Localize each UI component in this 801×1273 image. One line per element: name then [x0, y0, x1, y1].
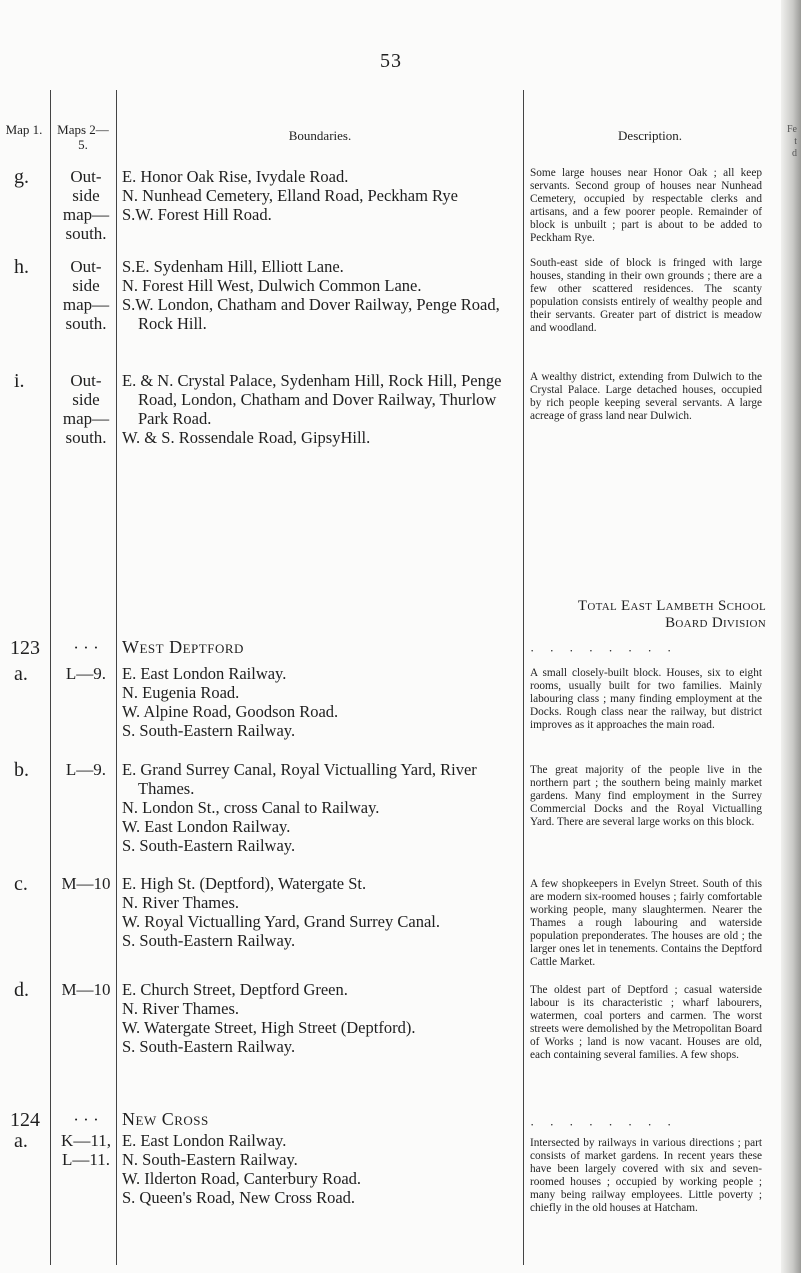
maps-line: south.	[65, 314, 107, 333]
maps-line: map—	[62, 295, 110, 314]
maps-line: Out-	[70, 167, 102, 186]
maps-line: Out-	[70, 371, 102, 390]
maps-ref	[58, 1131, 114, 1169]
boundary-line: S. South-Eastern Railway.	[122, 1037, 296, 1056]
boundary-line: N. London St., cross Canal to Railway.	[122, 798, 380, 817]
boundaries	[122, 371, 514, 447]
column-rule	[116, 90, 117, 1265]
maps-line: side	[72, 276, 100, 295]
boundary-line: W. Watergate Street, High Street (Deptford).	[122, 1018, 416, 1037]
district-number: 123	[10, 637, 40, 659]
map-id: a.	[14, 663, 28, 685]
boundaries	[122, 257, 514, 333]
maps-ref	[58, 371, 114, 447]
maps-line: side	[72, 390, 100, 409]
maps-line: M—10	[61, 874, 111, 893]
boundary-line: S. Queen's Road, New Cross Road.	[122, 1188, 356, 1207]
map-id: a.	[14, 1130, 28, 1152]
maps-line: south.	[65, 428, 107, 447]
column-rule	[50, 90, 51, 1265]
description: Some large houses near Honor Oak ; all keep servants. Second group of houses near Nunhead Cemetery, occupied by respectable clerks and artisans, and a few poorer people. Remainder of block is unbuilt ; part is about to be added to Peckham Rye.	[530, 167, 762, 244]
boundary-line: E. Grand Surrey Canal, Royal Victualling Yard, River Thames.	[122, 760, 477, 798]
description: Intersected by railways in various directions ; part consists of market gardens. In recent years these have been largely covered with six and seven-roomed houses ; occupied by working people ; many being railway employees. Little poverty ; chiefly in the old houses at Hatcham.	[530, 1137, 762, 1214]
boundary-line: S.W. Forest Hill Road.	[122, 205, 272, 224]
description: The oldest part of Deptford ; casual waterside labour is its characteristic ; wharf labourers, watermen, coal porters and carmen. The worst streets were demolished by the Metropolitan Board of Works ; land is now vacant. Houses are old, each containing several families. A few shops.	[530, 984, 762, 1061]
division-total: Total East Lambeth School Board Division	[577, 598, 766, 631]
description: · · · · · · · ·	[530, 643, 678, 658]
maps-line: L—9.	[65, 664, 107, 683]
maps-ref	[58, 980, 114, 999]
maps-line: · · ·	[73, 638, 99, 657]
boundary-line: S.E. Sydenham Hill, Elliott Lane.	[122, 257, 344, 276]
maps-line: · · ·	[73, 1110, 99, 1129]
boundary-line: W. Alpine Road, Goodson Road.	[122, 702, 339, 721]
description: The great majority of the people live in the northern part ; the southern being mainly market gardens. Many find employment in the Surrey Commercial Docks and the Royal Victualling Yard. There are several large works on this block.	[530, 764, 762, 828]
edge-mark: d	[792, 148, 797, 159]
map-id: c.	[14, 873, 28, 895]
boundary-line: S. South-Eastern Railway.	[122, 931, 296, 950]
maps-line: L—9.	[65, 760, 107, 779]
boundary-line: N. River Thames.	[122, 999, 240, 1018]
description: A small closely-built block. Houses, six to eight rooms, usually built for two families. Mainly labouring class ; many finding employment at the Docks. Rough class near the railway, but district improves as it approaches the main road.	[530, 667, 762, 731]
maps-ref	[58, 1110, 114, 1129]
map-id: h.	[14, 256, 29, 278]
boundary-line: S.W. London, Chatham and Dover Railway, Penge Road, Rock Hill.	[122, 295, 500, 333]
district-name: West Deptford	[122, 637, 244, 657]
boundary-line: N. South-Eastern Railway.	[122, 1150, 298, 1169]
boundary-line: N. Forest Hill West, Dulwich Common Lane.	[122, 276, 422, 295]
boundary-line: S. South-Eastern Railway.	[122, 721, 296, 740]
boundaries	[122, 1131, 514, 1207]
description: A few shopkeepers in Evelyn Street. South of this are modern six-roomed houses ; fairly comfortable working people, many slaughtermen. Nearer the Thames a rough labouring and waterside population preponderates. The houses are old ; the larger ones let in tenements. Contains the Deptford Cattle Market.	[530, 878, 762, 968]
map-id: g.	[14, 166, 29, 188]
boundary-line: E. High St. (Deptford), Watergate St.	[122, 874, 367, 893]
page-edge	[781, 0, 801, 1273]
maps-ref	[58, 257, 114, 333]
edge-mark: t	[794, 136, 797, 147]
description: · · · · · · · ·	[530, 1117, 678, 1132]
boundary-line: W. Royal Victualling Yard, Grand Surrey Canal.	[122, 912, 440, 931]
boundary-line: W. East London Railway.	[122, 817, 291, 836]
boundary-line: S. South-Eastern Railway.	[122, 836, 296, 855]
description: South-east side of block is fringed with large houses, standing in their own grounds ; there are a few other scattered residences. The scanty population consists entirely of wealthy people and their servants. Greater part of district is meadow and woodland.	[530, 257, 762, 334]
boundary-line: W. Ilderton Road, Canterbury Road.	[122, 1169, 362, 1188]
header-boundaries: Boundaries.	[288, 128, 352, 143]
maps-ref	[58, 664, 114, 683]
column-rule	[523, 90, 524, 1265]
boundary-line: E. East London Railway.	[122, 664, 287, 683]
header-maps: Maps 2—5.	[57, 122, 109, 152]
boundaries	[122, 760, 514, 855]
map-id: i.	[14, 370, 25, 392]
maps-line: map—	[62, 205, 110, 224]
district-number: 124	[10, 1109, 40, 1131]
maps-line: south.	[65, 224, 107, 243]
boundary-line: N. River Thames.	[122, 893, 240, 912]
maps-line: K—11,	[61, 1131, 111, 1150]
maps-line: side	[72, 186, 100, 205]
map-id: b.	[14, 759, 29, 781]
boundaries	[122, 664, 514, 740]
boundaries	[122, 874, 514, 950]
boundary-line: E. Honor Oak Rise, Ivydale Road.	[122, 167, 349, 186]
map-id: d.	[14, 979, 29, 1001]
maps-ref	[58, 874, 114, 893]
boundaries	[122, 980, 514, 1056]
maps-ref	[58, 638, 114, 657]
boundary-line: W. & S. Rossendale Road, GipsyHill.	[122, 428, 371, 447]
boundary-line: N. Eugenia Road.	[122, 683, 240, 702]
maps-line: M—10	[61, 980, 111, 999]
edge-mark: Fe	[787, 124, 797, 135]
maps-line: map—	[62, 409, 110, 428]
page-number: 53	[380, 50, 402, 72]
boundary-line: E. East London Railway.	[122, 1131, 287, 1150]
maps-ref	[58, 167, 114, 243]
boundaries	[122, 167, 514, 224]
maps-ref	[58, 760, 114, 779]
header-description: Description.	[618, 128, 682, 143]
maps-line: L—11.	[61, 1150, 110, 1169]
description: A wealthy district, extending from Dulwich to the Crystal Palace. Large detached houses, occupied by rich people keeping several servants. A large acreage of grass land near Dulwich.	[530, 371, 762, 422]
boundary-line: E. & N. Crystal Palace, Sydenham Hill, Rock Hill, Penge Road, London, Chatham and Dover Railway, Thurlow Park Road.	[122, 371, 502, 428]
boundary-line: N. Nunhead Cemetery, Elland Road, Peckham Rye	[122, 186, 458, 205]
district-name: New Cross	[122, 1109, 209, 1129]
maps-line: Out-	[70, 257, 102, 276]
boundary-line: E. Church Street, Deptford Green.	[122, 980, 348, 999]
header-map: Map 1.	[5, 122, 43, 137]
